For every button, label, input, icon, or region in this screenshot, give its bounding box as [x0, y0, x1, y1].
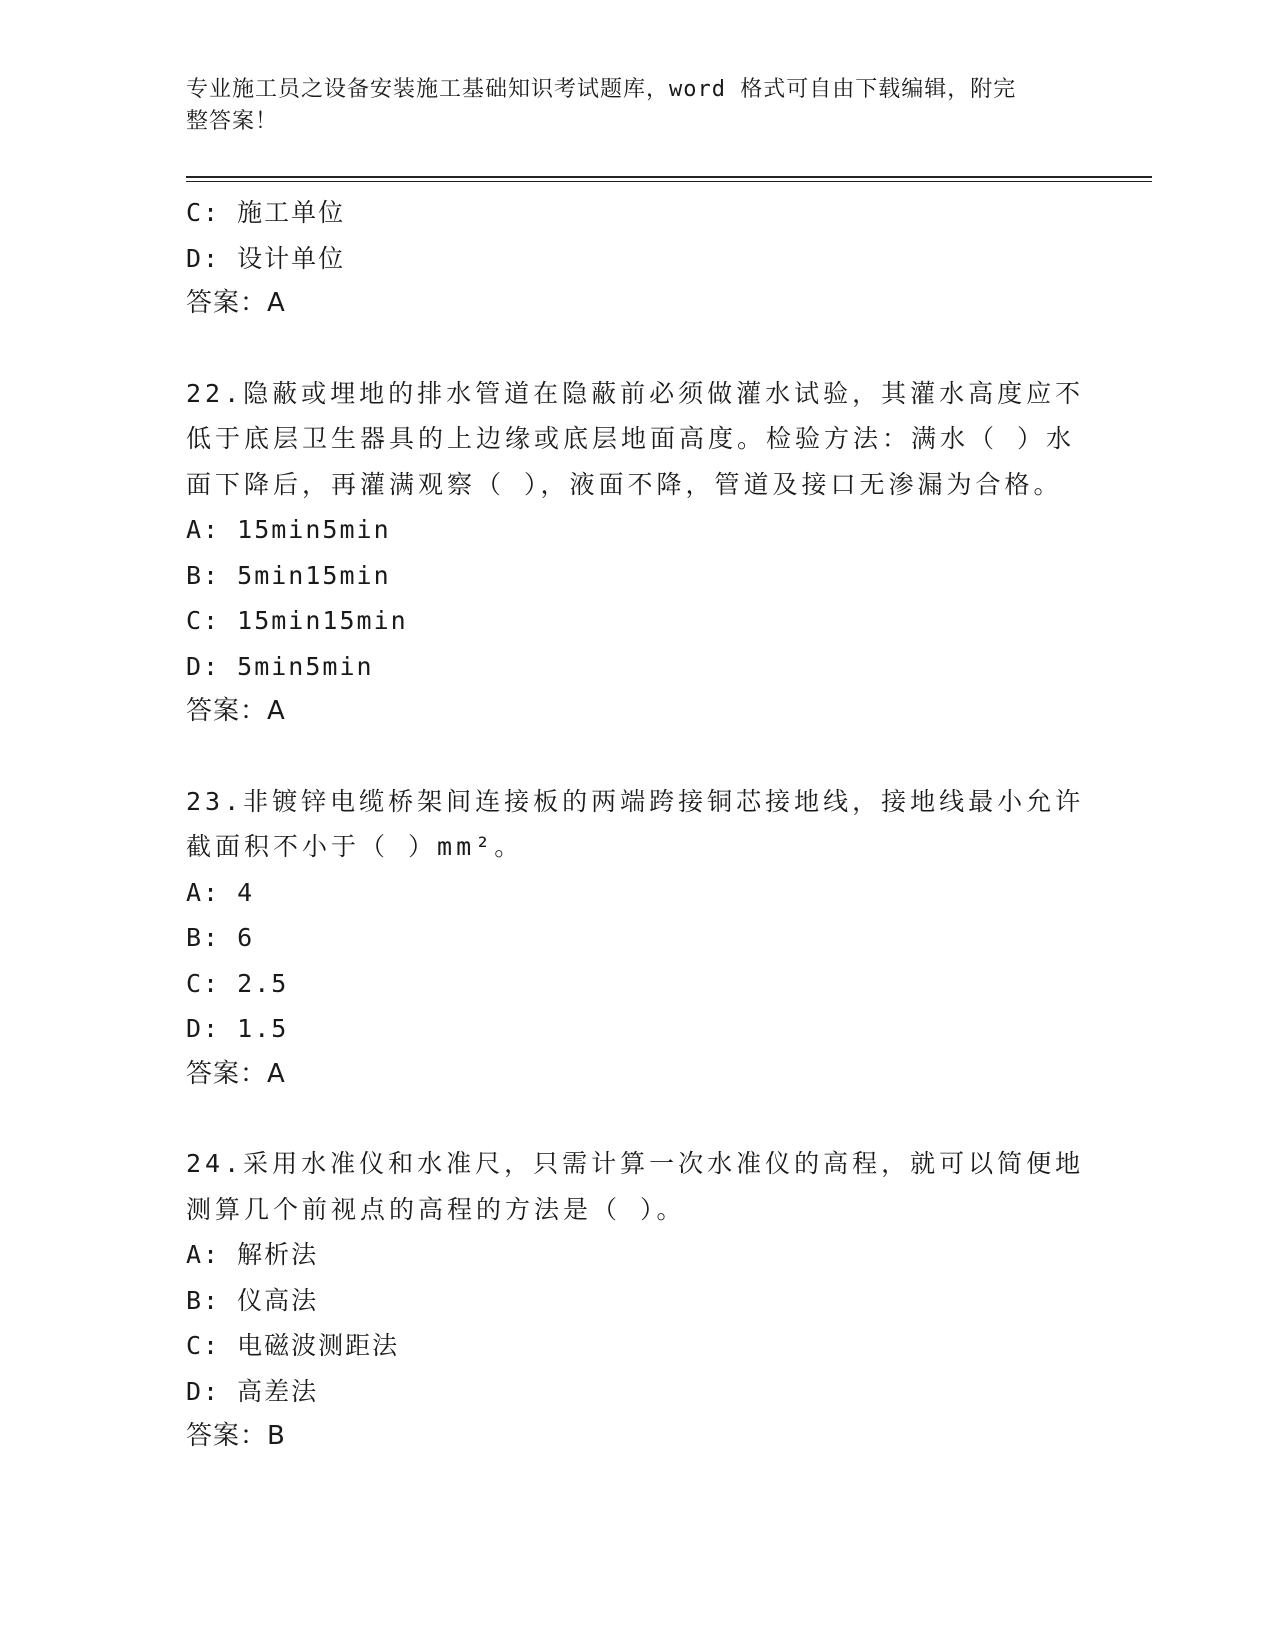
option-b: B: 仪高法 — [186, 1285, 319, 1315]
answer-line: 答案：B — [186, 1421, 286, 1451]
option-c: C: 施工单位 — [186, 198, 346, 227]
question-stem: 23.非镀锌电缆桥架间连接板的两端跨接铜芯接地线，接地线最小允许 — [186, 786, 1085, 816]
question-block-23 — [186, 779, 1085, 1098]
option-c: C: 2.5 — [186, 968, 289, 998]
option-c: C: 电磁波测距法 — [186, 1331, 400, 1360]
question-stem: 面下降后，再灌满观察（ ），液面不降，管道及接口无渗漏为合格。 — [186, 469, 1063, 499]
answer-line: 答案：A — [186, 696, 286, 726]
question-block-22 — [186, 371, 1085, 735]
page-header — [186, 74, 1066, 138]
answer-line: 答案：A — [186, 288, 286, 318]
header-line-1: 专业施工员之设备安装施工基础知识考试题库，word 格式可自由下载编辑，附完 — [186, 77, 1017, 102]
option-a: A: 4 — [186, 877, 255, 907]
option-d: D: 高差法 — [186, 1376, 319, 1406]
option-c: C: 15min15min — [186, 606, 408, 635]
question-block-24 — [186, 1141, 1085, 1460]
option-d: D: 设计单位 — [186, 243, 346, 273]
header-line-2: 整答案！ — [186, 109, 279, 134]
question-stem: 截面积不小于（ ）mm²。 — [186, 832, 524, 861]
question-list — [186, 190, 1085, 1460]
answer-line: 答案：A — [186, 1058, 286, 1089]
header-divider — [186, 176, 1152, 182]
question-stem: 测算几个前视点的高程的方法是（ ）。 — [186, 1194, 686, 1224]
option-d: D: 5min5min — [186, 651, 374, 681]
question-stem: 低于底层卫生器具的上边缘或底层地面高度。检验方法：满水（ ）水 — [186, 424, 1076, 453]
question-stem: 22.隐蔽或埋地的排水管道在隐蔽前必须做灌水试验，其灌水高度应不 — [186, 378, 1085, 408]
option-b: B: 5min15min — [186, 560, 391, 590]
question-stem: 24.采用水准仪和水准尺，只需计算一次水准仪的高程，就可以简便地 — [186, 1149, 1085, 1178]
option-b: B: 6 — [186, 923, 255, 952]
question-block-prev — [186, 190, 1076, 327]
option-a: A: 15min5min — [186, 515, 391, 544]
option-a: A: 解析法 — [186, 1240, 319, 1269]
option-d: D: 1.5 — [186, 1014, 289, 1043]
